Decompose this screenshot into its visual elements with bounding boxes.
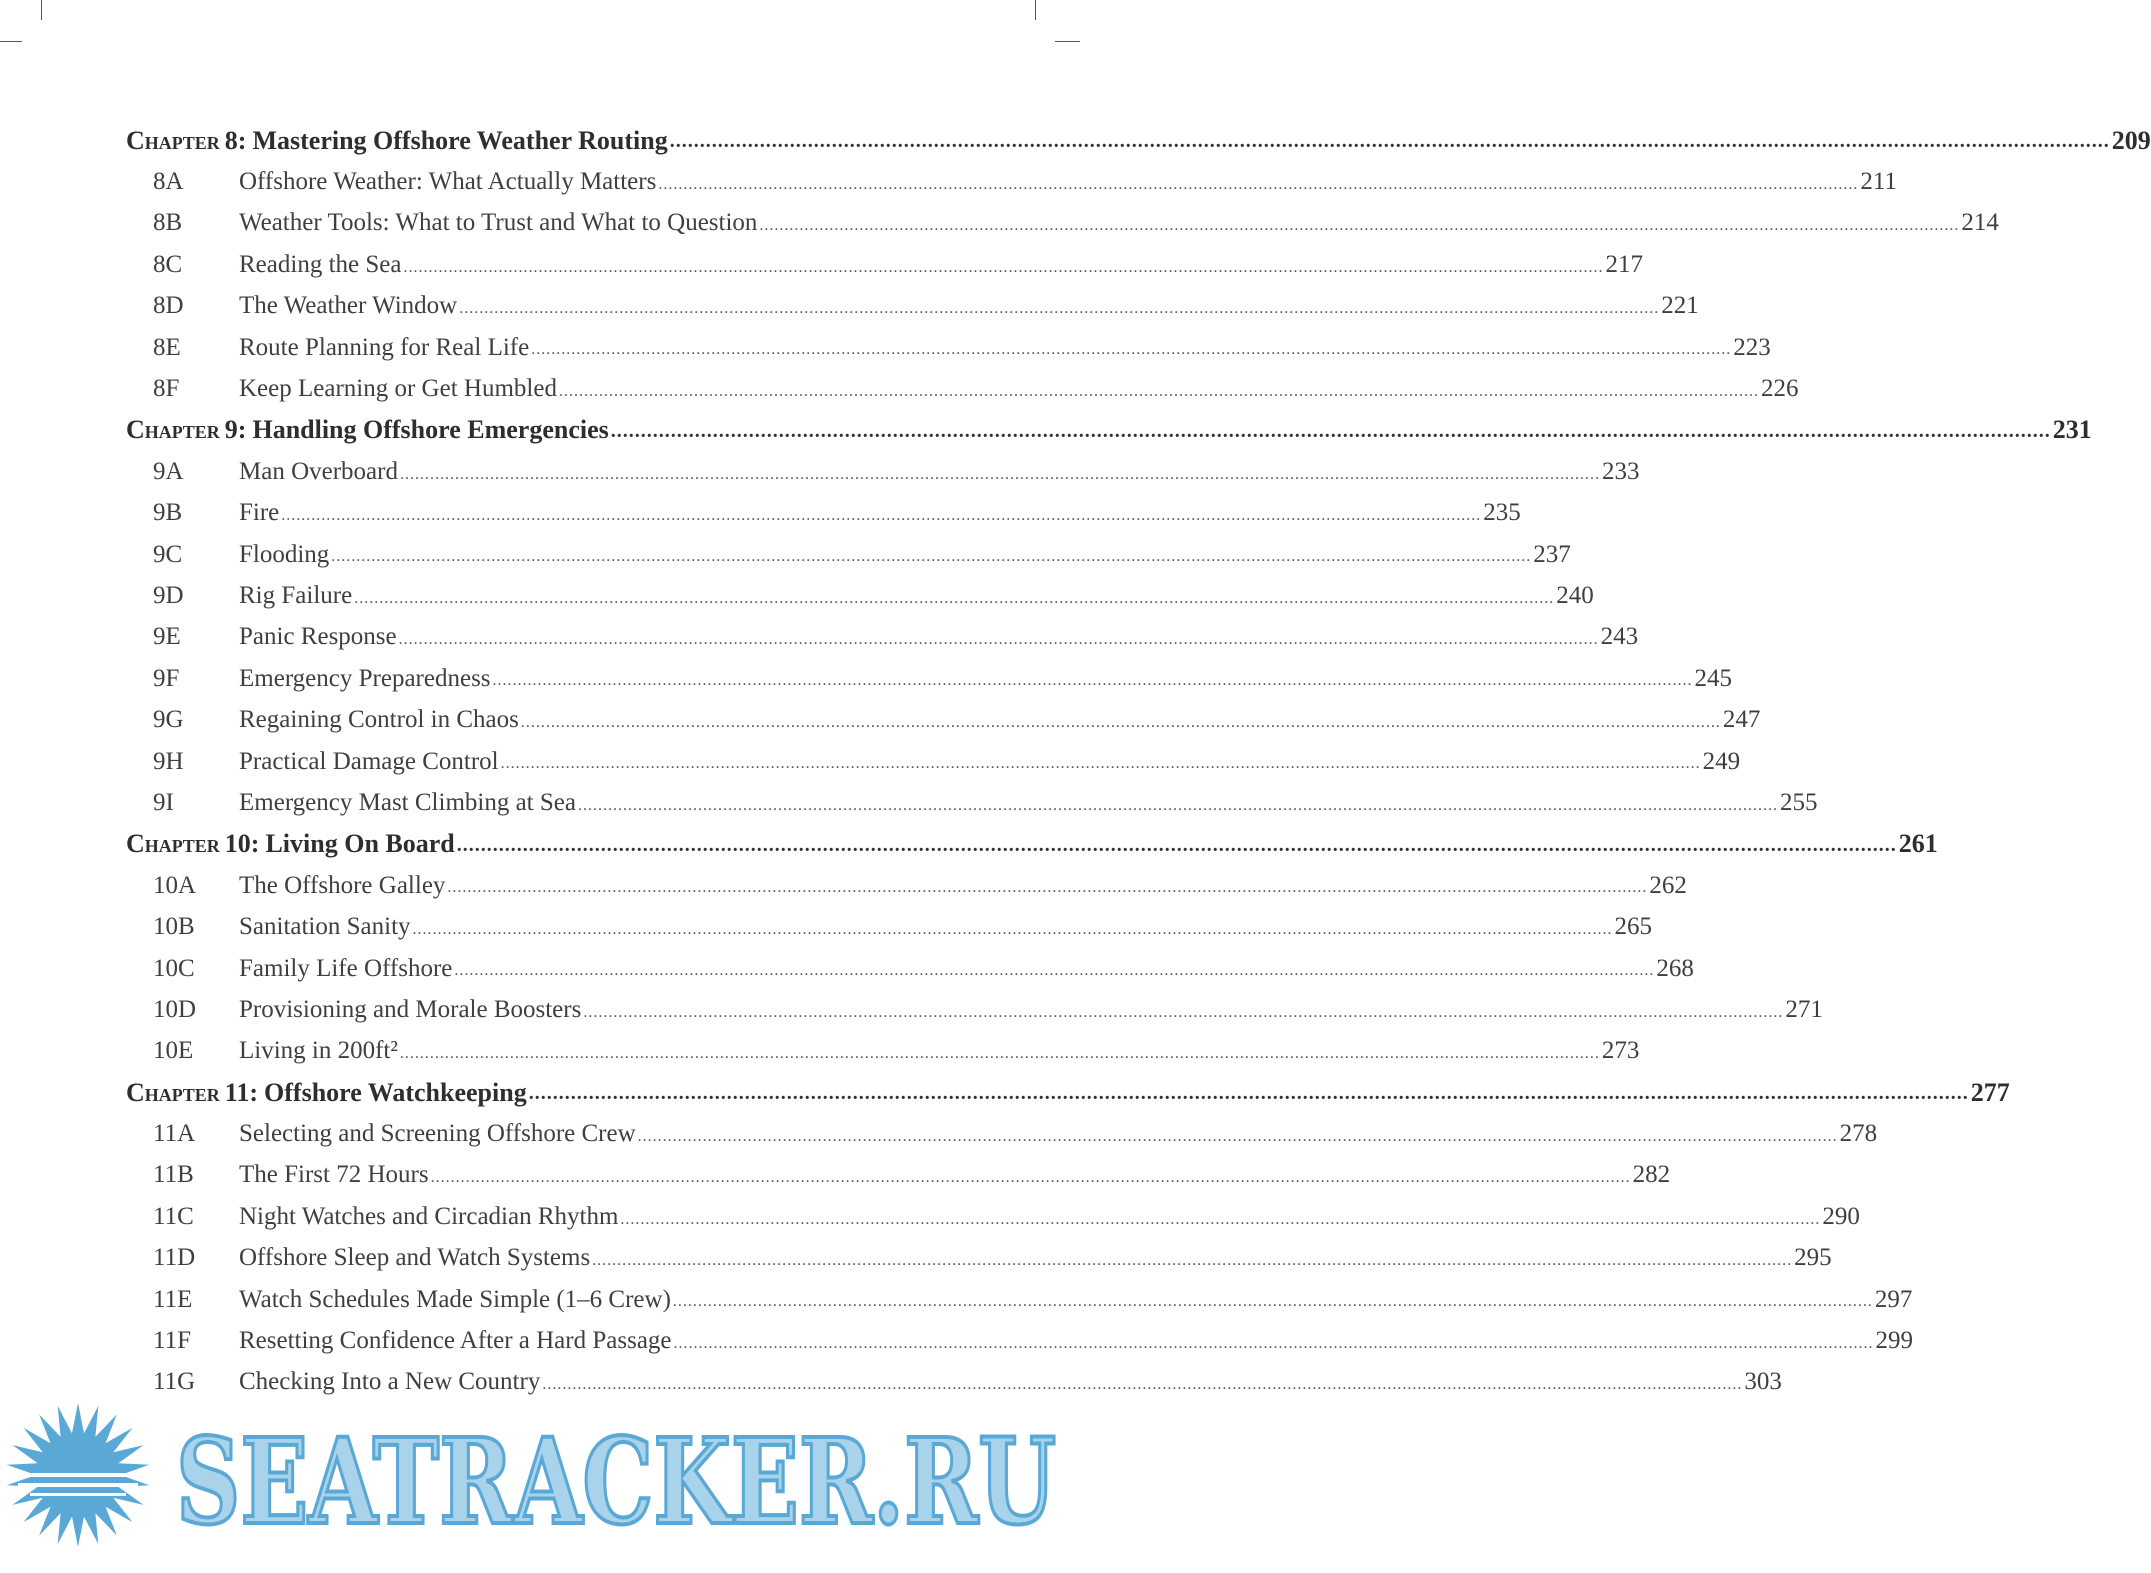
leader-dots [542, 1376, 1742, 1403]
section-title: Reading the Sea [239, 250, 402, 278]
section-code: 10A [153, 871, 197, 899]
section-code: 9C [153, 540, 183, 568]
toc-section-row [126, 1155, 1671, 1196]
page-number: 273 [1601, 1037, 1640, 1065]
page-number: 240 [1556, 581, 1594, 609]
toc-chapter-row [126, 824, 1938, 865]
toc-section-row [126, 286, 1699, 327]
section-code: 9G [153, 706, 184, 734]
section-title: Regaining Control in Chaos [239, 706, 519, 734]
section-title: The Offshore Galley [239, 871, 446, 899]
leader-dots [459, 300, 1659, 327]
section-title: Weather Tools: What to Trust and What to Question [239, 209, 758, 237]
leader-dots [354, 590, 1554, 617]
chapter-word: Chapter [126, 125, 220, 155]
page-number: 299 [1875, 1327, 1914, 1355]
page-number: 303 [1744, 1368, 1782, 1396]
toc-section-row [126, 1320, 1914, 1361]
section-code: 9E [153, 623, 181, 651]
chapter-word: Chapter [126, 415, 220, 445]
leader-dots [521, 714, 1721, 741]
section-title: Flooding [239, 540, 330, 568]
section-code: 8D [153, 292, 184, 320]
toc-chapter-row [126, 1072, 2010, 1113]
section-title: Emergency Preparedness [239, 664, 491, 692]
page-number: 247 [1722, 706, 1761, 734]
page-number: 231 [2052, 415, 2092, 445]
page-number: 209 [2111, 125, 2151, 155]
page-number: 249 [1702, 747, 1741, 775]
section-code: 11G [153, 1368, 196, 1396]
page-number: 297 [1874, 1285, 1913, 1313]
leader-dots [674, 1335, 1874, 1362]
chapter-number: 8: [224, 125, 247, 155]
leader-dots [447, 879, 1647, 906]
leader-dots [457, 834, 1897, 865]
leader-dots [400, 1045, 1600, 1072]
section-code: 8F [153, 375, 180, 403]
section-code: 9B [153, 499, 183, 527]
toc-section-row [126, 948, 1694, 989]
chapter-title: Living On Board [265, 829, 455, 859]
section-code: 8C [153, 250, 183, 278]
toc-section-row [126, 1279, 1913, 1320]
page-number: 265 [1614, 913, 1653, 941]
toc-section-row [126, 1031, 1640, 1072]
section-code: 8B [153, 209, 183, 237]
section-title: Man Overboard [239, 457, 398, 485]
leader-dots [403, 259, 1603, 286]
section-title: The Weather Window [239, 292, 458, 320]
section-title: Emergency Mast Climbing at Sea [239, 788, 576, 816]
section-code: 9A [153, 457, 184, 485]
page-number: 262 [1649, 871, 1687, 899]
leader-dots [399, 631, 1599, 658]
page-number: 217 [1605, 250, 1643, 278]
toc-section-row [126, 534, 1571, 575]
section-title: Night Watches and Circadian Rhythm [239, 1202, 619, 1230]
section-code: 11E [153, 1285, 193, 1313]
crop-mark [41, 0, 42, 20]
section-code: 9F [153, 664, 180, 692]
page-number: 221 [1661, 292, 1699, 320]
chapter-number: 11: [224, 1077, 259, 1107]
toc-section-row [126, 203, 1999, 244]
section-code: 11B [153, 1161, 194, 1189]
toc-section-row [126, 575, 1594, 616]
leader-dots [431, 1169, 1631, 1196]
section-title: The First 72 Hours [239, 1161, 429, 1189]
section-code: 9I [153, 788, 174, 816]
leader-dots [658, 176, 1858, 203]
leader-dots [531, 341, 1731, 368]
section-title: Offshore Weather: What Actually Matters [239, 168, 657, 196]
section-title: Selecting and Screening Offshore Crew [239, 1120, 636, 1148]
toc-section-row [126, 782, 1818, 823]
leader-dots [400, 466, 1600, 493]
leader-dots [493, 672, 1693, 699]
page-number: 237 [1533, 540, 1571, 568]
section-code: 9H [153, 747, 184, 775]
leader-dots [559, 383, 1759, 410]
chapter-word: Chapter [126, 1077, 220, 1107]
toc-section-row [126, 327, 1771, 368]
page-number: 243 [1600, 623, 1639, 651]
toc-section-row [126, 493, 1521, 534]
crop-mark [0, 41, 22, 42]
section-code: 8A [153, 168, 184, 196]
leader-dots [759, 217, 1959, 244]
table-of-contents [126, 120, 2151, 1403]
toc-section-row [126, 1362, 1782, 1403]
leader-dots [281, 507, 1481, 534]
toc-section-row [126, 906, 1653, 947]
page-number: 255 [1779, 788, 1818, 816]
page-number: 223 [1733, 333, 1771, 361]
section-code: 10D [153, 995, 197, 1023]
toc-section-row [126, 1113, 1878, 1154]
crop-mark [1055, 41, 1080, 42]
toc-section-row [126, 161, 1897, 202]
toc-section-row [126, 699, 1761, 740]
page-number: 268 [1656, 954, 1694, 982]
section-title: Panic Response [239, 623, 397, 651]
page-number: 235 [1483, 499, 1521, 527]
page-number: 211 [1860, 168, 1897, 196]
section-code: 10E [153, 1037, 194, 1065]
sun-logo-icon [7, 1403, 150, 1547]
crop-mark [1035, 0, 1036, 20]
page-number: 282 [1632, 1161, 1671, 1189]
leader-dots [592, 1252, 1792, 1279]
toc-section-row [126, 368, 1799, 409]
page-number: 271 [1785, 995, 1823, 1023]
section-code: 11D [153, 1244, 196, 1272]
toc-chapter-row [126, 120, 2151, 161]
page-number: 226 [1760, 375, 1799, 403]
watermark-text: SEATRACKER.RU [176, 1412, 1056, 1551]
chapter-title: Handling Offshore Emergencies [252, 415, 609, 445]
section-title: Rig Failure [239, 581, 353, 609]
leader-dots [611, 420, 2051, 451]
section-code: 11A [153, 1120, 196, 1148]
section-title: Checking Into a New Country [239, 1368, 541, 1396]
chapter-title: Mastering Offshore Weather Routing [252, 125, 668, 155]
toc-section-row [126, 658, 1733, 699]
page-number: 277 [1970, 1077, 2010, 1107]
section-code: 10B [153, 913, 195, 941]
leader-dots [670, 130, 2110, 161]
leader-dots [638, 1128, 1838, 1155]
leader-dots [673, 1293, 1873, 1320]
leader-dots [529, 1082, 1969, 1113]
leader-dots [501, 755, 1701, 782]
leader-dots [583, 1004, 1783, 1031]
section-code: 9D [153, 581, 184, 609]
toc-section-row [126, 989, 1823, 1030]
toc-section-row [126, 451, 1640, 492]
leader-dots [620, 1211, 1820, 1238]
section-code: 10C [153, 954, 195, 982]
toc-section-row [126, 617, 1639, 658]
section-title: Watch Schedules Made Simple (1–6 Crew) [239, 1285, 671, 1313]
page-number: 261 [1898, 829, 1938, 859]
section-title: Living in 200ft² [239, 1037, 398, 1065]
section-title: Keep Learning or Get Humbled [239, 375, 557, 403]
section-code: 11F [153, 1327, 191, 1355]
chapter-number: 10: [224, 829, 260, 859]
leader-dots [413, 921, 1613, 948]
chapter-word: Chapter [126, 829, 220, 859]
leader-dots [331, 548, 1531, 575]
page-number: 245 [1694, 664, 1733, 692]
toc-section-row [126, 1196, 1860, 1237]
section-title: Sanitation Sanity [239, 913, 411, 941]
chapter-number: 9: [224, 415, 247, 445]
leader-dots [454, 962, 1654, 989]
section-title: Offshore Sleep and Watch Systems [239, 1244, 591, 1272]
toc-chapter-row [126, 410, 2092, 451]
watermark [0, 1405, 1080, 1573]
section-title: Resetting Confidence After a Hard Passage [239, 1327, 672, 1355]
page-number: 290 [1822, 1202, 1860, 1230]
toc-section-row [126, 244, 1643, 285]
section-title: Practical Damage Control [239, 747, 499, 775]
section-title: Fire [239, 499, 280, 527]
section-title: Family Life Offshore [239, 954, 453, 982]
chapter-title: Offshore Watchkeeping [264, 1077, 527, 1107]
section-code: 11C [153, 1202, 194, 1230]
toc-section-row [126, 741, 1741, 782]
section-title: Route Planning for Real Life [239, 333, 530, 361]
leader-dots [578, 797, 1778, 824]
section-code: 8E [153, 333, 181, 361]
toc-section-row [126, 1238, 1832, 1279]
page-number: 214 [1961, 209, 1999, 237]
page-number: 278 [1839, 1120, 1878, 1148]
section-title: Provisioning and Morale Boosters [239, 995, 582, 1023]
page-number: 233 [1601, 457, 1640, 485]
toc-section-row [126, 865, 1687, 906]
page-number: 295 [1794, 1244, 1832, 1272]
